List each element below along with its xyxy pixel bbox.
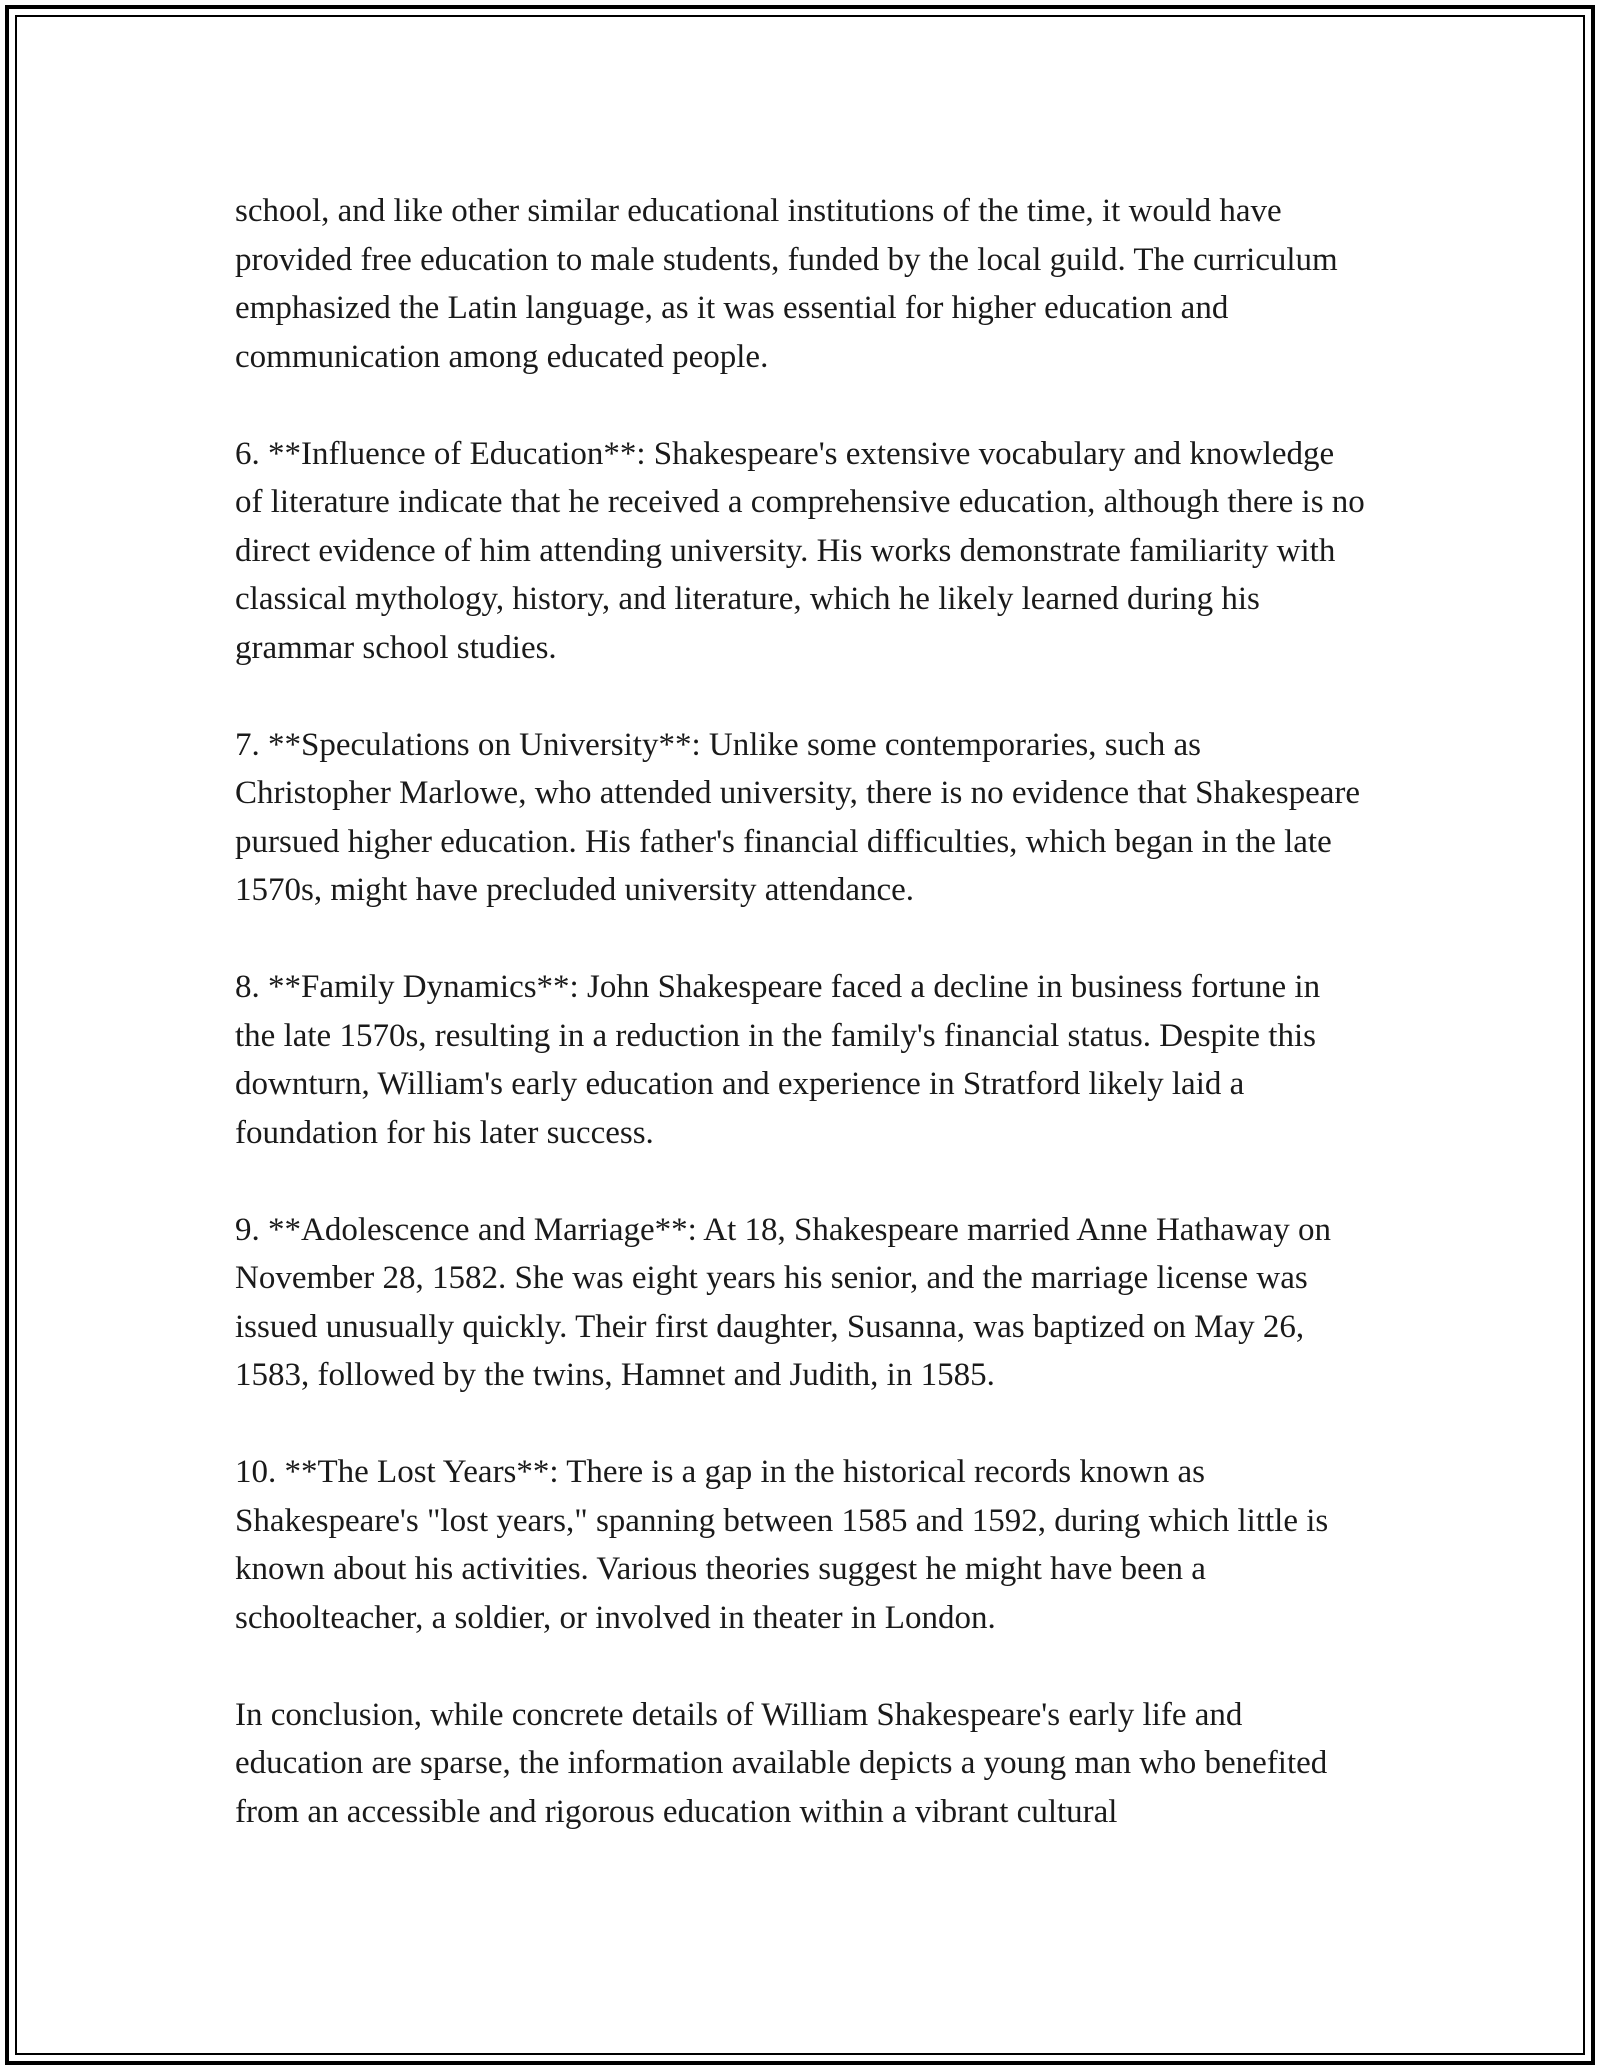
paragraph-family-dynamics: 8. **Family Dynamics**: John Shakespeare faced a decline in business fortune in the late 1570s, resulting in a reduction in the family's financial status. Despite this downturn, William's early education and experience in Stratford likely laid a foundation for his later success.	[235, 969, 1321, 1151]
paragraph-school-continuation: school, and like other similar educational institutions of the time, it would have provided free education to male students, funded by the local guild. The curriculum emphasized the Latin language, as it was essential for higher education and communication among educated people.	[235, 193, 1338, 375]
paragraph-influence-of-education: 6. **Influence of Education**: Shakespeare's extensive vocabulary and knowledge of literature indicate that he received a comprehensive education, although there is no direct evidence of him attending university. His works demonstrate familiarity with classical mythology, history, and literature, which he likely learned during his grammar school studies.	[235, 435, 1365, 666]
paragraph-lost-years: 10. **The Lost Years**: There is a gap in the historical records known as Shakespeare's "lost years," spanning between 1585 and 1592, during which little is known about his activities. Various theories suggest he might have been a schoolteacher, a soldier, or involved in theater in London.	[235, 1454, 1329, 1636]
paragraph-conclusion: In conclusion, while concrete details of William Shakespeare's early life and education are sparse, the information available depicts a young man who benefited from an accessible and rigorous education within a vibrant cultural	[235, 1696, 1328, 1830]
document-body	[235, 187, 1365, 1836]
paragraph-speculations-on-university: 7. **Speculations on University**: Unlike some contemporaries, such as Christopher Marlowe, who attended university, there is no evidence that Shakespeare pursued higher education. His father's financial difficulties, which began in the late 1570s, might have precluded university attendance.	[235, 726, 1361, 908]
paragraph-adolescence-and-marriage: 9. **Adolescence and Marriage**: At 18, Shakespeare married Anne Hathaway on November 28, 1582. She was eight years his senior, and the marriage license was issued unusually quickly. Their first daughter, Susanna, was baptized on May 26, 1583, followed by the twins, Hamnet and Judith, in 1585.	[235, 1211, 1331, 1393]
